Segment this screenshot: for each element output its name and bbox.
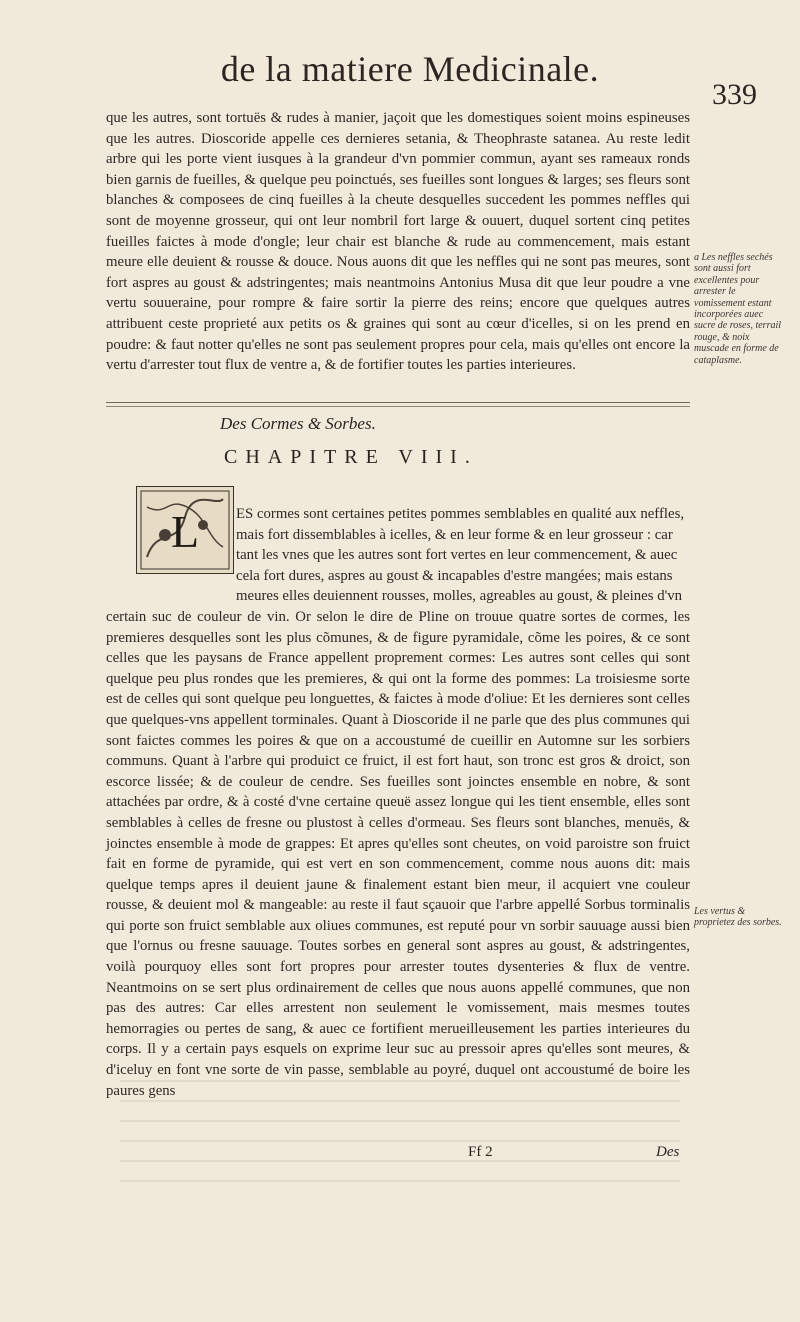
section-subheading: Des Cormes & Sorbes. [220, 414, 376, 433]
margin-note: Les vertus & proprietez des sorbes. [694, 906, 782, 929]
lead-line: cela fort dures, aspres au goust & incapables d'estre mangées; mais estans [236, 567, 673, 584]
lead-line: tant les vnes que les autres sont fort vertes en leur commencement, & auec [236, 547, 678, 564]
divider-rule [106, 406, 690, 407]
paragraph: certain suc de couleur de vin. Or selon le dire de Pline on trouue quatre sortes de cormes, les premieres desquelles sont les plus cõmunes, & de figure pyramidale, cõme les poires, & ce sont celles que les paysans de France appellent proprement cormes: Les autres sont celles qui sont quelque peu plus rondes que les premieres, & qui ont la forme des pommes: La troisiesme sorte est de celles qui sont quelque peu longuettes, & faictes à mode d'oliue: Et les dernieres sont celles que quelques-vns appellent torminales. Quant à Dioscoride il ne parle que des plus communes qui sont faictes commes les poires & que on a accoustumé de cueillir en Automne sur les sorbiers communs. Quant à l'arbre qui produict ce fruict, il est fort haut, son tronc est gros & droict, son escorce lissée; & de couleur de cendre. Ses fueilles sont joinctes ensemble en nobre, & sont attachées par ordre, & à costé d'vne certaine queuë assez longue qui les tient ensemble, elles sont semblables à celles de fresne ou plustost à celles d'ormeau. Ses fleurs sont blanches, menuës, & joinctes ensemble à mode de grappes: Et apres qu'elles sont cheutes, on void paroistre son fruict fait en forme de pyramide, qui est vert en son commencement, comme nous auons dit: mais quelque temps apres il deuient jaune & finalement estant bien meur, il acquiert vne couleur rousse, & deuient mol & mangeable: au reste il faut sçauoir que l'arbre appellé Sorbus torminalis qui porte son fruict semblable aux oliues communes, est reputé pour vn sorbir sauuage aussi bien que l'ornus ou fresne sauuage. Toutes sorbes en general sont aspres au goust, & adstringentes, voilà pourquoy elles sont fort propres pour arrester toutes dysenteries & flux de ventre. Neantmoins on se sert plus ordinairement de celles que nous auons appellé communes, que non pas des autres: Car elles arrestent non seulement le vomissement, mais mesmes toutes hemorragies ou pertes de sang, & auec ce fortifient merueilleusement les parties interieures du corps. Il y a certain pays esquels on exprime leur suc au pressoir apres qu'elles sont meures, & d'iceluy en font vne sorte de vin passe, semblable au poyré, duquel ont accoustumé de boire les paures gens [106, 608, 690, 1099]
section-1-text [106, 108, 690, 376]
show-through-texture [120, 1080, 680, 1200]
lead-line: meures elles deuiennent rousses, molles, agreables au goust, & pleines d'vn [236, 588, 683, 605]
chapter-heading: CHAPITRE VIII. [224, 446, 478, 468]
lead-line: ES cormes sont certaines petites pommes semblables en qualité aux neffles, [236, 506, 685, 522]
catchword: Des [656, 1144, 680, 1160]
svg-text:L: L [170, 506, 200, 557]
lead-line: mais fort dissemblables à icelles, & en leur forme & en leur grosseur : car [236, 526, 673, 543]
page-number: 339 [712, 78, 757, 111]
paragraph: que les autres, sont tortuës & rudes à manier, jaçoit que les domestiques soient moins espineuses que les autres. Dioscoride appelle ces dernieres setania, & Theophraste satanea. Au reste ledit arbre qui les porte vient iusques à la grandeur d'vn pommier commun, ayant ses rameaux ronds bien garnis de fueilles, & quelque peu poinctués, ses fueilles sont longues & larges; ses fleurs sont blanches & composees de cinq fueilles à la cheute desquelles succedent les pommes neffles qui sont de moyenne grosseur, qui ont leur nombril fort large & ouuert, duquel sortent cinq petites fueilles faictes à mode d'ongle; leur chair est blanche & rude au commencement, mais estant meure elle deuient & rousse & douce. Nous auons dit que les neffles qui ne sont pas meures, sont fort aspres au goust & adstringentes; mais neantmoins Antonius Musa dit que leur poudre a vne vertu souueraine, pour rompre & faire sortir la pierre des reins; encore que quelques autres attribuent ceste proprieté aux petits os & graines qui sont au cœur d'icelles, si on les prend en poudre: & faut notter qu'elles ne sont pas seulement propres pour cela, mais qu'elles ont encore la vertu d'arrester tout flux de ventre a, & de fortifier toutes les parties interieures. [106, 110, 690, 374]
section-2-text [106, 504, 690, 1101]
signature-mark: Ff 2 [468, 1144, 493, 1160]
running-head: de la matiere Medicinale. [220, 49, 600, 89]
divider-rule [106, 402, 690, 403]
margin-note: a Les neffles sechés sont aussi fort excellentes pour arrester le vomissement estant incorporées auec sucre de roses, terrail rouge, & noix muscade en forme de cataplasme. [694, 252, 782, 366]
